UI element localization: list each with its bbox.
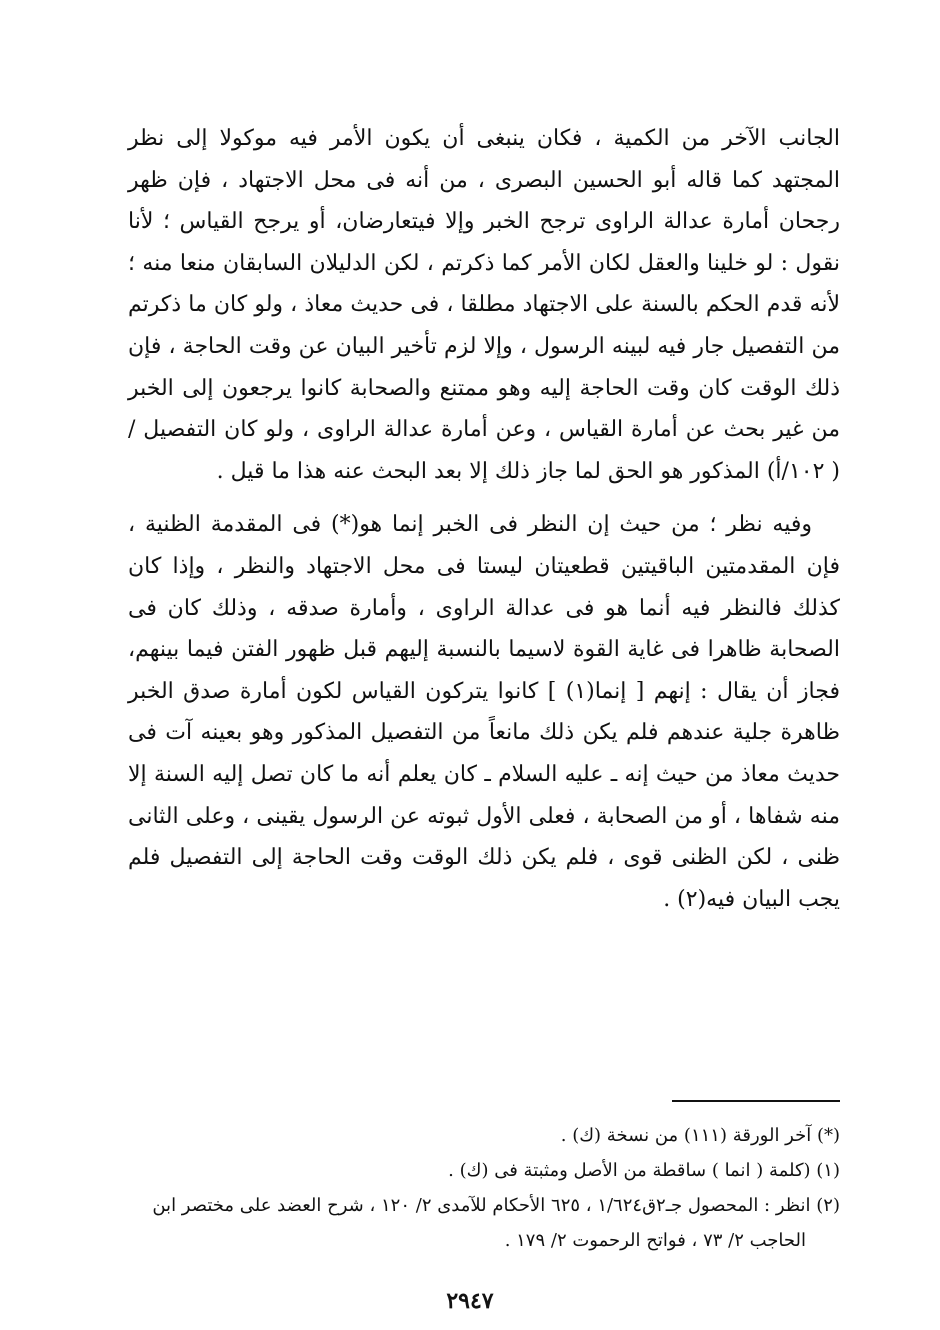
paragraph-2: وفيه نظر ؛ من حيث إن النظر فى الخبر إنما هو(*) فى المقدمة الظنية ، فإن المقدمتين الباقيتين قطعيتان ليستا فى محل الاجتهاد والنظر ، وإذا كان كذلك فالنظر فيه أنما هو فى عدالة الراوى ، وأمارة صدقه ، وذلك كان فى الصحابة ظاهرا فى غاية القوة لاسيما بالنسبة إليهم قبل ظهور الفتن فيما بينهم، فجاز أن يقال : إنهم [ إنما(١) ] كانوا يتركون القياس لكون أمارة صدق الخبر ظاهرة جلية عندهم فلم يكن ذلك مانعاً من التفصيل المذكور وهو بعينه آت فى حديث معاذ من حيث إنه ـ عليه السلام ـ كان يعلم أنه ما كان تصل إليه السنة إلا منه شفاها ، أو من الصحابة ، فعلى الأول ثبوته عن الرسول يقينى ، وعلى الثانى ظنى ، لكن الظنى قوى ، فلم يكن ذلك الوقت وقت الحاجة إلى التفصيل فلم يجب البيان فيه(٢) . xyxy=(128,512,840,912)
footnote-separator xyxy=(672,1100,840,1102)
footnote-star: (*) آخر الورقة (١١١) من نسخة (ك) . xyxy=(560,1125,840,1146)
page-number: ٢٩٤٧ xyxy=(446,1288,494,1314)
footnotes xyxy=(128,1118,840,1258)
main-text xyxy=(128,118,840,920)
footnote-1: (١) (كلمة ( انما ) ساقطة من الأصل ومثبتة فى (ك) . xyxy=(448,1160,840,1181)
footnote-2: (٢) انظر : المحصول جـ٢ق١/٦٢٤ ، ٦٢٥ الأحكام للآمدى ٢/ ١٢٠ ، شرح العضد على مختصر ابن الحاجب ٢/ ٧٣ ، فواتح الرحموت ٢/ ١٧٩ . xyxy=(152,1195,840,1251)
paragraph-1: الجانب الآخر من الكمية ، فكان ينبغى أن يكون الأمر فيه موكولا إلى نظر المجتهد كما قاله أبو الحسين البصرى ، من أنه فى محل الاجتهاد ، فإن ظهر رجحان أمارة عدالة الراوى ترجح الخبر وإلا فيتعارضان، أو يرجح القياس ؛ لأنا نقول : لو خلينا والعقل لكان الأمر كما ذكرتم ، لكن الدليلان السابقان منعا منه ؛ لأنه قدم الحكم بالسنة على الاجتهاد مطلقا ، فى حديث معاذ ، ولو كان ما ذكرتم من التفصيل جار فيه لبينه الرسول ، وإلا لزم تأخير البيان عن وقت الحاجة ، فإن ذلك الوقت كان وقت الحاجة إليه وهو ممتنع والصحابة كانوا يرجعون إلى الخبر من غير بحث عن أمارة القياس ، وعن أمارة عدالة الراوى ، ولو كان التفصيل / ( ١٠٢/أ) المذكور هو الحق لما جاز ذلك إلا بعد البحث عنه هذا ما قيل . xyxy=(128,126,841,484)
